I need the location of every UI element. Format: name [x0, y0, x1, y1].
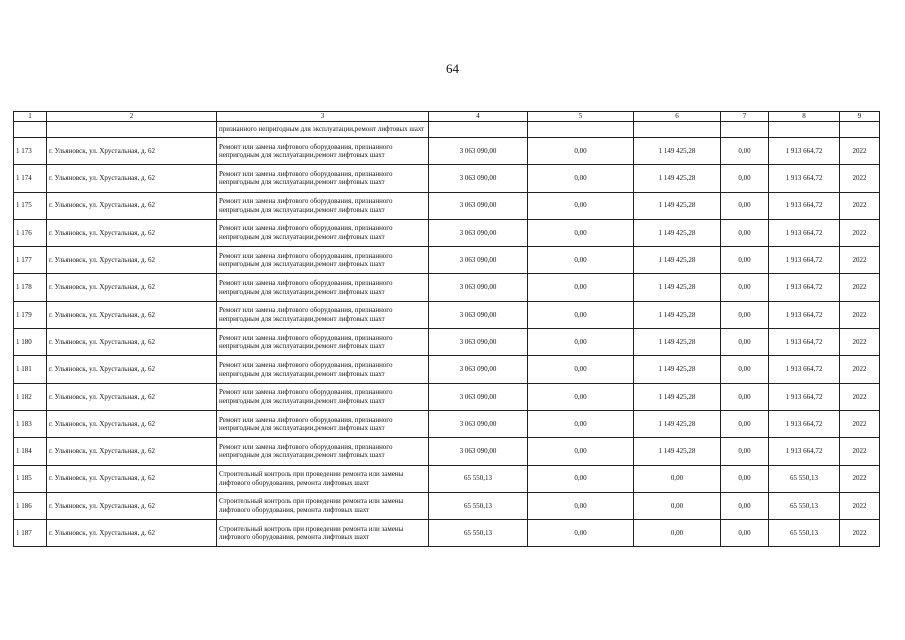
fund-cost: 0,00 [528, 465, 634, 492]
budget-cost: 1 149 425,28 [634, 274, 721, 301]
owner-funds: 1 913 664,72 [769, 192, 840, 219]
row-number: 1 176 [14, 219, 47, 246]
local-budget-cost: 0,00 [721, 520, 769, 547]
owner-funds: 1 913 664,72 [769, 438, 840, 465]
total-cost: 3 063 090,00 [429, 383, 528, 410]
column-header: 9 [840, 112, 880, 122]
fund-cost: 0,00 [528, 192, 634, 219]
local-budget-cost: 0,00 [721, 274, 769, 301]
owner-funds: 1 913 664,72 [769, 329, 840, 356]
year-cell: 2022 [840, 329, 880, 356]
row-number: 1 179 [14, 301, 47, 328]
column-header: 5 [528, 112, 634, 122]
total-cost: 3 063 090,00 [429, 410, 528, 437]
table-row [14, 301, 880, 328]
budget-cost: 1 149 425,28 [634, 356, 721, 383]
year-cell: 2022 [840, 138, 880, 165]
column-header: 4 [429, 112, 528, 122]
address-cell: г. Ульяновск, ул. Хрустальная, д. 62 [47, 410, 217, 437]
row-number: 1 180 [14, 329, 47, 356]
fund-cost: 0,00 [528, 301, 634, 328]
owner-funds: 1 913 664,72 [769, 165, 840, 192]
address-cell: г. Ульяновск, ул. Хрустальная, д. 62 [47, 138, 217, 165]
fund-cost: 0,00 [528, 274, 634, 301]
page-number: 64 [446, 61, 459, 76]
total-cost: 3 063 090,00 [429, 165, 528, 192]
total-cost: 3 063 090,00 [429, 138, 528, 165]
budget-cost: 1 149 425,28 [634, 301, 721, 328]
continuation-row [14, 122, 880, 138]
row-number: 1 177 [14, 247, 47, 274]
row-number: 1 182 [14, 383, 47, 410]
address-cell: г. Ульяновск, ул. Хрустальная, д. 62 [47, 438, 217, 465]
table-row [14, 274, 880, 301]
work-description: Ремонт или замена лифтового оборудования, признанного непригодным для эксплуатации,ремонт лифтовых шахт [217, 138, 429, 165]
row-number: 1 183 [14, 410, 47, 437]
local-budget-cost: 0,00 [721, 410, 769, 437]
budget-cost: 0,00 [634, 465, 721, 492]
budget-cost: 1 149 425,28 [634, 247, 721, 274]
work-description: Ремонт или замена лифтового оборудования, признанного непригодным для эксплуатации,ремонт лифтовых шахт [217, 274, 429, 301]
budget-cost: 1 149 425,28 [634, 165, 721, 192]
fund-cost: 0,00 [528, 492, 634, 519]
owner-funds: 1 913 664,72 [769, 219, 840, 246]
column-header: 7 [721, 112, 769, 122]
header-row [14, 112, 880, 122]
table-row [14, 520, 880, 547]
fund-cost: 0,00 [528, 410, 634, 437]
owner-funds: 1 913 664,72 [769, 383, 840, 410]
column-header: 1 [14, 112, 47, 122]
total-cost: 3 063 090,00 [429, 329, 528, 356]
local-budget-cost: 0,00 [721, 247, 769, 274]
address-cell: г. Ульяновск, ул. Хрустальная, д. 62 [47, 520, 217, 547]
local-budget-cost: 0,00 [721, 329, 769, 356]
owner-funds: 65 550,13 [769, 492, 840, 519]
table-row [14, 165, 880, 192]
fund-cost: 0,00 [528, 383, 634, 410]
total-cost: 3 063 090,00 [429, 274, 528, 301]
year-cell: 2022 [840, 192, 880, 219]
work-description: Ремонт или замена лифтового оборудования, признанного непригодным для эксплуатации,ремонт лифтовых шахт [217, 301, 429, 328]
row-number: 1 186 [14, 492, 47, 519]
table-row [14, 192, 880, 219]
budget-cost: 1 149 425,28 [634, 438, 721, 465]
total-cost: 65 550,13 [429, 465, 528, 492]
year-cell: 2022 [840, 465, 880, 492]
row-number: 1 181 [14, 356, 47, 383]
fund-cost: 0,00 [528, 165, 634, 192]
budget-cost: 1 149 425,28 [634, 410, 721, 437]
year-cell: 2022 [840, 520, 880, 547]
owner-funds: 1 913 664,72 [769, 356, 840, 383]
fund-cost: 0,00 [528, 247, 634, 274]
total-cost: 3 063 090,00 [429, 192, 528, 219]
total-cost: 3 063 090,00 [429, 301, 528, 328]
column-header: 2 [47, 112, 217, 122]
work-description: Ремонт или замена лифтового оборудования, признанного непригодным для эксплуатации,ремонт лифтовых шахт [217, 356, 429, 383]
column-header: 6 [634, 112, 721, 122]
year-cell: 2022 [840, 492, 880, 519]
work-description: Строительный контроль при проведении ремонта или замены лифтового оборудования, ремонта лифтовых шахт [217, 492, 429, 519]
address-cell: г. Ульяновск, ул. Хрустальная, д. 62 [47, 247, 217, 274]
work-description: Ремонт или замена лифтового оборудования, признанного непригодным для эксплуатации,ремонт лифтовых шахт [217, 247, 429, 274]
work-description: Ремонт или замена лифтового оборудования, признанного непригодным для эксплуатации,ремонт лифтовых шахт [217, 192, 429, 219]
year-cell: 2022 [840, 219, 880, 246]
work-description: Ремонт или замена лифтового оборудования, признанного непригодным для эксплуатации,ремонт лифтовых шахт [217, 438, 429, 465]
local-budget-cost: 0,00 [721, 465, 769, 492]
local-budget-cost: 0,00 [721, 165, 769, 192]
local-budget-cost: 0,00 [721, 356, 769, 383]
year-cell: 2022 [840, 356, 880, 383]
owner-funds: 1 913 664,72 [769, 274, 840, 301]
address-cell: г. Ульяновск, ул. Хрустальная, д. 62 [47, 274, 217, 301]
row-number: 1 173 [14, 138, 47, 165]
fund-cost: 0,00 [528, 329, 634, 356]
year-cell: 2022 [840, 247, 880, 274]
address-cell: г. Ульяновск, ул. Хрустальная, д. 62 [47, 329, 217, 356]
year-cell: 2022 [840, 165, 880, 192]
address-cell: г. Ульяновск, ул. Хрустальная, д. 62 [47, 492, 217, 519]
address-cell: г. Ульяновск, ул. Хрустальная, д. 62 [47, 465, 217, 492]
total-cost: 65 550,13 [429, 492, 528, 519]
total-cost: 65 550,13 [429, 520, 528, 547]
work-description: Ремонт или замена лифтового оборудования, признанного непригодным для эксплуатации,ремонт лифтовых шахт [217, 219, 429, 246]
budget-cost: 1 149 425,28 [634, 219, 721, 246]
row-number: 1 174 [14, 165, 47, 192]
local-budget-cost: 0,00 [721, 438, 769, 465]
fund-cost: 0,00 [528, 356, 634, 383]
budget-cost: 1 149 425,28 [634, 329, 721, 356]
owner-funds: 1 913 664,72 [769, 410, 840, 437]
local-budget-cost: 0,00 [721, 219, 769, 246]
work-description: Ремонт или замена лифтового оборудования, признанного непригодным для эксплуатации,ремонт лифтовых шахт [217, 410, 429, 437]
year-cell: 2022 [840, 274, 880, 301]
table-row [14, 138, 880, 165]
address-cell: г. Ульяновск, ул. Хрустальная, д. 62 [47, 192, 217, 219]
budget-cost: 0,00 [634, 520, 721, 547]
total-cost: 3 063 090,00 [429, 438, 528, 465]
column-header: 3 [217, 112, 429, 122]
total-cost: 3 063 090,00 [429, 219, 528, 246]
repair-schedule-table [13, 111, 880, 547]
table-row [14, 465, 880, 492]
year-cell: 2022 [840, 410, 880, 437]
row-number: 1 175 [14, 192, 47, 219]
work-description: признанного непригодным для эксплуатации,ремонт лифтовых шахт [217, 122, 429, 138]
table-row [14, 438, 880, 465]
column-header: 8 [769, 112, 840, 122]
fund-cost: 0,00 [528, 520, 634, 547]
year-cell: 2022 [840, 383, 880, 410]
row-number: 1 178 [14, 274, 47, 301]
work-description: Ремонт или замена лифтового оборудования, признанного непригодным для эксплуатации,ремонт лифтовых шахт [217, 383, 429, 410]
total-cost: 3 063 090,00 [429, 247, 528, 274]
year-cell: 2022 [840, 438, 880, 465]
address-cell: г. Ульяновск, ул. Хрустальная, д. 62 [47, 165, 217, 192]
work-description: Ремонт или замена лифтового оборудования, признанного непригодным для эксплуатации,ремонт лифтовых шахт [217, 165, 429, 192]
table-row [14, 329, 880, 356]
address-cell: г. Ульяновск, ул. Хрустальная, д. 62 [47, 356, 217, 383]
owner-funds: 65 550,13 [769, 520, 840, 547]
total-cost: 3 063 090,00 [429, 356, 528, 383]
table-row [14, 356, 880, 383]
local-budget-cost: 0,00 [721, 138, 769, 165]
fund-cost: 0,00 [528, 219, 634, 246]
owner-funds: 1 913 664,72 [769, 138, 840, 165]
owner-funds: 1 913 664,72 [769, 247, 840, 274]
local-budget-cost: 0,00 [721, 192, 769, 219]
budget-cost: 1 149 425,28 [634, 138, 721, 165]
table-row [14, 492, 880, 519]
table-row [14, 247, 880, 274]
owner-funds: 65 550,13 [769, 465, 840, 492]
year-cell: 2022 [840, 301, 880, 328]
table-row [14, 410, 880, 437]
work-description: Строительный контроль при проведении ремонта или замены лифтового оборудования, ремонта лифтовых шахт [217, 520, 429, 547]
local-budget-cost: 0,00 [721, 492, 769, 519]
budget-cost: 1 149 425,28 [634, 383, 721, 410]
fund-cost: 0,00 [528, 438, 634, 465]
local-budget-cost: 0,00 [721, 383, 769, 410]
table-row [14, 219, 880, 246]
work-description: Ремонт или замена лифтового оборудования, признанного непригодным для эксплуатации,ремонт лифтовых шахт [217, 329, 429, 356]
local-budget-cost: 0,00 [721, 301, 769, 328]
table-row [14, 383, 880, 410]
budget-cost: 1 149 425,28 [634, 192, 721, 219]
address-cell: г. Ульяновск, ул. Хрустальная, д. 62 [47, 301, 217, 328]
fund-cost: 0,00 [528, 138, 634, 165]
address-cell: г. Ульяновск, ул. Хрустальная, д. 62 [47, 383, 217, 410]
address-cell: г. Ульяновск, ул. Хрустальная, д. 62 [47, 219, 217, 246]
budget-cost: 0,00 [634, 492, 721, 519]
row-number: 1 185 [14, 465, 47, 492]
row-number: 1 187 [14, 520, 47, 547]
row-number: 1 184 [14, 438, 47, 465]
owner-funds: 1 913 664,72 [769, 301, 840, 328]
work-description: Строительный контроль при проведении ремонта или замены лифтового оборудования, ремонта лифтовых шахт [217, 465, 429, 492]
